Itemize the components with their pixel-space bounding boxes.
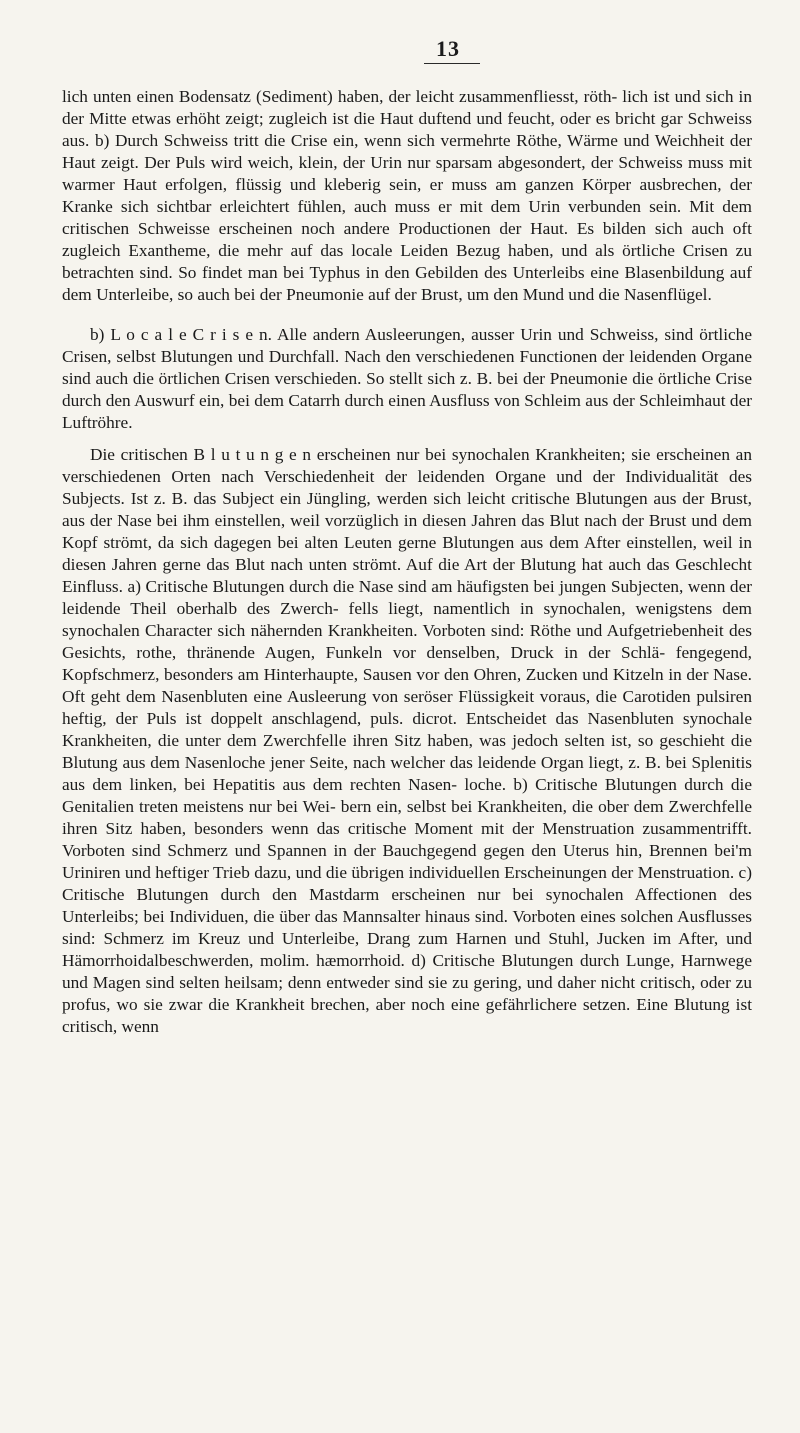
page-number: 13 (436, 36, 460, 61)
body-text (62, 86, 752, 1038)
paragraph-critische-blutungen: Die critischen B l u t u n g e n erscheinen nur bei synochalen Krankheiten; sie erscheinen an verschiedenen Orten nach Verschiedenheit der leidenden Organe und der Individualität des Subjects. Ist z. B. das Subject ein Jüngling, werden sich leicht critische Blutungen aus der Brust, aus der Nase bei ihm einstellen, weil vorzüglich in diesen Jahren das Blut nach der Brust und dem Kopf strömt, da sich dagegen bei alten Leuten gerne Blutungen aus dem After einstellen, weil in diesen Jahren gerne das Blut nach unten strömt. Auf die Art der Blutung hat auch das Geschlecht Einfluss. a) Critische Blutungen durch die Nase sind am häufigsten bei jungen Subjecten, wenn der leidende Theil oberhalb des Zwerch- fells liegt, namentlich in synochalen, wenigstens dem synochalen Character sich nähernden Krankheiten. Vorboten sind: Röthe und Aufgetriebenheit des Gesichts, rothe, thränende Augen, Funkeln vor denselben, Druck in der Schlä- fengegend, Kopfschmerz, besonders am Hinterhaupte, Sausen vor den Ohren, Zucken und Kitzeln in der Nase. Oft geht dem Nasenbluten eine Ausleerung von seröser Flüssigkeit voraus, die Carotiden pulsiren heftig, der Puls ist doppelt anschlagend, puls. dicrot. Entscheidet das Nasenbluten synochale Krankheiten, die unter dem Zwerchfelle ihren Sitz haben, was jedoch selten ist, so geschieht die Blutung aus dem Nasenloche jener Seite, nach welcher das leidende Organ liegt, z. B. bei Splenitis aus dem linken, bei Hepatitis aus dem rechten Nasen- loche. b) Critische Blutungen durch die Genitalien treten meistens nur bei Wei- bern ein, selbst bei Krankheiten, die ober dem Zwerchfelle ihren Sitz haben, besonders wenn das critische Moment mit der Menstruation zusammentrifft. Vorboten sind Schmerz und Spannen in der Bauchgegend gegen den Uterus hin, Brennen bei'm Uriniren und heftiger Trieb dazu, und die übrigen individuellen Erscheinungen der Menstruation. c) Critische Blutungen durch den Mastdarm erscheinen nur bei synochalen Affectionen des Unterleibs; bei Individuen, die über das Mannsalter hinaus sind. Vorboten eines solchen Ausflusses sind: Schmerz im Kreuz und Unterleibe, Drang zum Harnen und Stuhl, Jucken im After, und Hämorrhoidalbeschwerden, molim. hæmorrhoid. d) Critische Blutungen durch Lunge, Harnwege und Magen sind selten heilsam; denn entweder sind sie zu gering, und daher nicht critisch, oder zu profus, wo sie zwar die Krankheit brechen, aber noch eine gefährlichere setzen. Eine Blutung ist critisch, wenn (62, 445, 752, 1036)
paragraph-sediment-schweiss: lich unten einen Bodensatz (Sediment) haben, der leicht zusammenfliesst, röth- lich ist und sich in der Mitte etwas erhöht zeigt; zugleich ist die Haut duftend und feucht, oder es bricht gar Schweiss aus. b) Durch Schweiss tritt die Crise ein, wenn sich vermehrte Röthe, Wärme und Weichheit der Haut zeigt. Der Puls wird weich, klein, der Urin nur sparsam abgesondert, der Schweiss muss mit warmer Haut erfolgen, flüssig und kleberig sein, er muss am ganzen Körper ausbrechen, der Kranke sich sichtbar erleichtert fühlen, auch muss er mit dem Urin verbunden sein. Mit dem critischen Schweisse erscheinen noch andere Productionen der Haut. Es bilden sich auch oft zugleich Exantheme, die mehr auf das locale Leiden Bezug haben, und als örtliche Crisen zu betrachten sind. So findet man bei Typhus in den Gebilden des Unterleibs eine Blasenbildung auf dem Unterleibe, so auch bei der Pneumonie auf der Brust, um den Mund und die Nasenflügel. (62, 87, 752, 304)
paragraph-locale-crisen: b) L o c a l e C r i s e n. Alle andern Ausleerungen, ausser Urin und Schweiss, sind örtliche Crisen, selbst Blutungen und Durchfall. Nach den verschiedenen Functionen der leidenden Organe sind auch die örtlichen Crisen verschieden. So stellt sich z. B. bei der Pneumonie die örtliche Crise durch den Auswurf ein, bei dem Catarrh durch einen Ausfluss von Schleim aus der Schleimhaut der Luftröhre. (62, 325, 752, 432)
page-number-rule (424, 63, 480, 64)
